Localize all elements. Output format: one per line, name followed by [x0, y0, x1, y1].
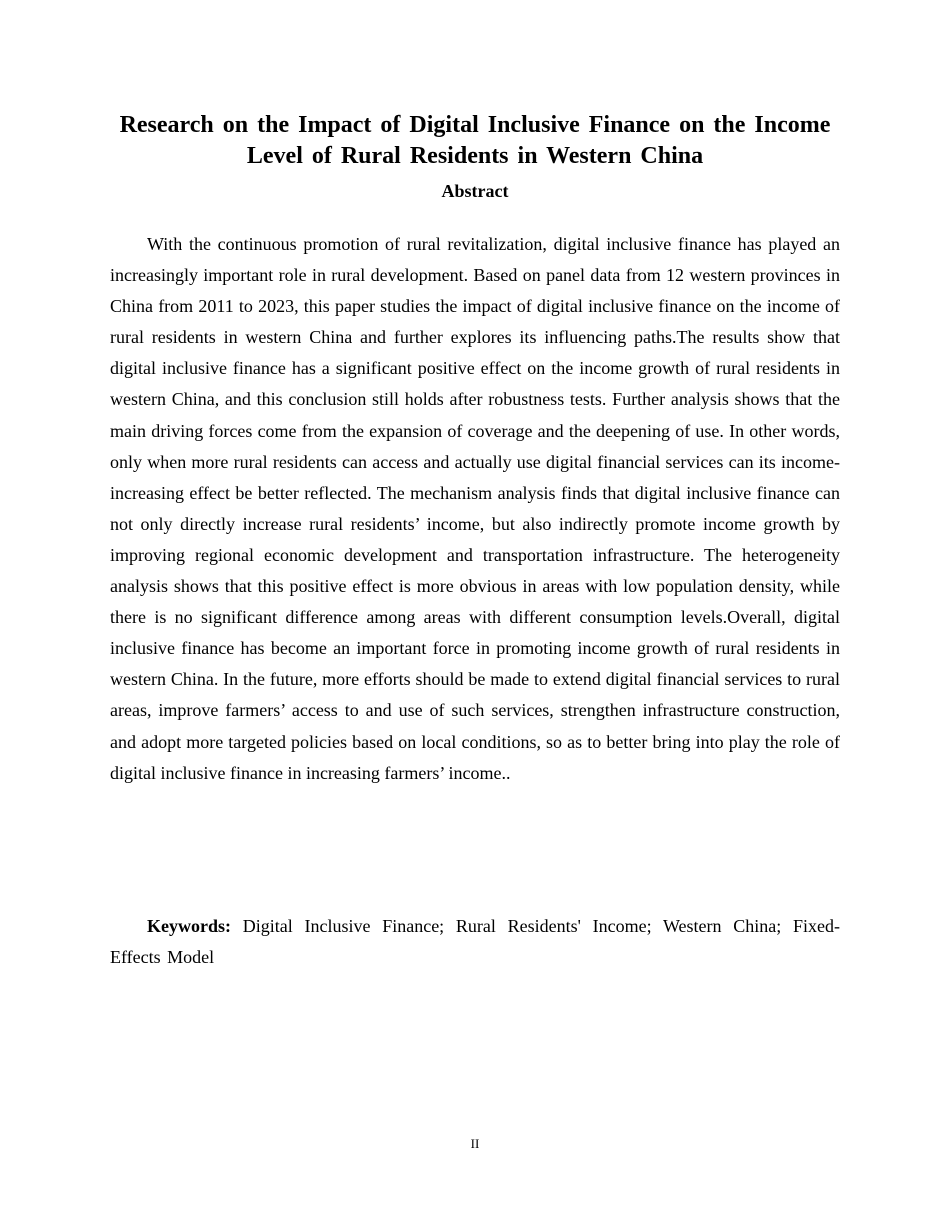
keywords-list: Digital Inclusive Finance; Rural Residents' Income; Western China; Fixed-Effects Model — [110, 916, 841, 967]
keywords-label: Keywords: — [147, 916, 231, 936]
abstract-body: With the continuous promotion of rural revitalization, digital inclusive finance has played an increasingly important role in rural development. Based on panel data from 12 western provinces in China from 2011 to 2023, this paper studies the impact of digital inclusive finance on the income of rural residents in western China and further explores its influencing paths.The results show that digital inclusive finance has a significant positive effect on the income growth of rural residents in western China, and this conclusion still holds after robustness tests. Further analysis shows that the main driving forces come from the expansion of coverage and the deepening of use. In other words, only when more rural residents can access and actually use digital financial services can its income-increasing effect be better reflected. The mechanism analysis finds that digital inclusive finance can not only directly increase rural residents’ income, but also indirectly promote income growth by improving regional economic development and transportation infrastructure. The heterogeneity analysis shows that this positive effect is more obvious in areas with low population density, while there is no significant difference among areas with different consumption levels.Overall, digital inclusive finance has become an important force in promoting income growth of rural residents in western China. In the future, more efforts should be made to extend digital financial services to rural areas, improve farmers’ access to and use of such services, strengthen infrastructure construction, and adopt more targeted policies based on local conditions, so as to better bring into play the role of digital inclusive finance in increasing farmers’ income.. — [110, 234, 840, 783]
abstract-heading: Abstract — [441, 181, 509, 201]
paper-title: Research on the Impact of Digital Inclusive Finance on the Income Level of Rural Residents in Western China — [119, 112, 831, 169]
keywords-paragraph — [110, 911, 840, 973]
page-number: II — [470, 1136, 480, 1151]
